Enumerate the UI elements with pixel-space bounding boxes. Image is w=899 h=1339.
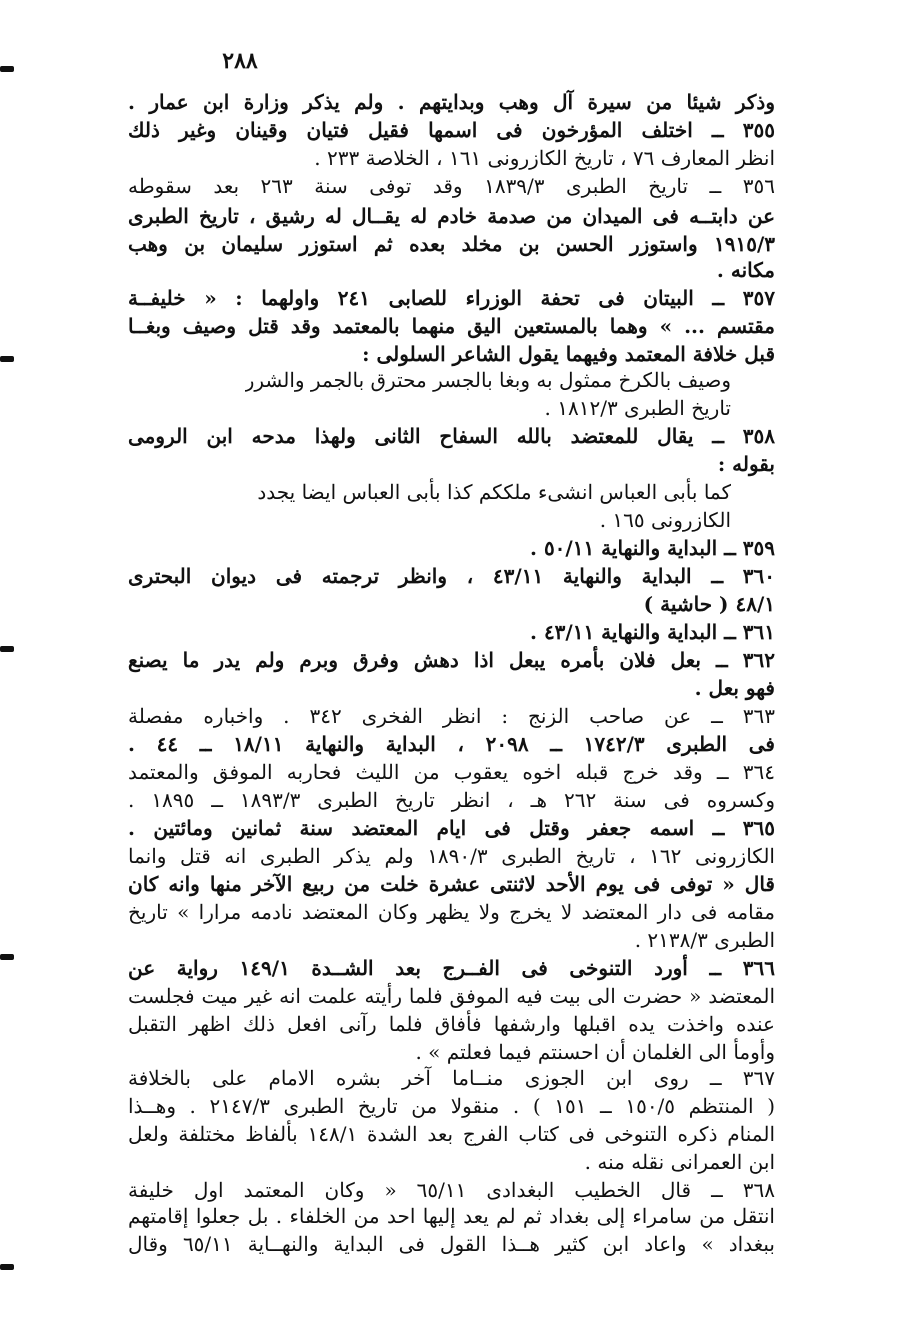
text-line: ( المنتظم ١٥٠/٥ ــ ١٥١ ) . منقولا من تاريخ الطبرى ٢١٤٧/٣ . وهــذا: [128, 1094, 775, 1118]
text-line: ٣٥٧ ــ البيتان فى تحفة الوزراء للصابى ٢٤١ واولهما : « خليفــة: [128, 286, 775, 310]
text-line: ٣٦٤ ــ وقد خرج قبله اخوه يعقوب من الليث فحاربه الموفق والمعتمد: [128, 760, 775, 784]
text-line: فهو بعل .: [694, 676, 775, 700]
verse-line: وصيف بالكرخ ممثول به وبغا بالجسر محترق بالجمر والشرر: [244, 368, 731, 392]
text-line: ٣٦٧ ــ روى ابن الجوزى منــاما آخر بشره الامام على بالخلافة: [128, 1066, 775, 1090]
text-line: عنده واخذت يده اقبلها وارشفها فأفاق فلما رآنى افعل ذلك اظهر التقبل: [128, 1012, 775, 1036]
text-line: عن دابتــه فى الميدان من صدمة خادم له يقــال له رشيق ، تاريخ الطبرى: [128, 204, 775, 228]
page-number: ٢٨٨: [222, 48, 258, 74]
text-line: وذكر شيئا من سيرة آل وهب وبدايتهم . ولم يذكر وزارة ابن عمار .: [128, 90, 775, 114]
text-line: ٣٦٨ ــ قال الخطيب البغدادى ٦٥/١١ « وكان المعتمد اول خليفة: [128, 1178, 775, 1202]
text-line: ٣٥٥ ــ اختلف المؤرخون فى اسمها فقيل فتيان وقينان وغير ذلك: [128, 118, 775, 142]
text-line: ٣٦١ ــ البداية والنهاية ٤٣/١١ .: [530, 620, 775, 644]
text-line: انتقل من سامراء إلى بغداد ثم لم يعد إليها احد من الخلفاء . بل جعلوا إقامتهم: [128, 1204, 775, 1228]
text-line: مكانه .: [716, 258, 775, 282]
text-line: وكسروه فى سنة ٢٦٢ هـ ، انظر تاريخ الطبرى ١٨٩٣/٣ ــ ١٨٩٥ .: [128, 788, 775, 812]
margin-mark: [0, 356, 14, 362]
margin-mark: [0, 66, 14, 72]
text-line: مقامه فى دار المعتضد لا يخرج ولا يظهر وكان المعتضد نادمه مرارا » تاريخ: [128, 900, 775, 924]
text-line: ٣٦٦ ــ أورد التنوخى فى الفــرج بعد الشــدة ١٤٩/١ رواية عن: [128, 956, 775, 980]
text-line: الكازرونى ١٦٢ ، تاريخ الطبرى ١٨٩٠/٣ ولم يذكر الطبرى انه قتل وانما: [128, 844, 775, 868]
text-line: ٣٥٨ ــ يقال للمعتضد بالله السفاح الثانى ولهذا مدحه ابن الرومى: [128, 424, 775, 448]
text-line: ٣٦٢ ــ بعل فلان بأمره يبعل اذا دهش وفرق وبرم ولم يدر ما يصنع: [128, 648, 775, 672]
text-line: ٤٨/١ ( حاشية ): [643, 592, 775, 616]
text-line: وأومأ الى الغلمان أن احسنتم فيما فعلتم » .: [415, 1040, 775, 1064]
verse-line: كما بأبى العباس انشىء ملككم كذا بأبى العباس ايضا يجدد: [257, 480, 731, 504]
text-line: ٣٥٩ ــ البداية والنهاية ٥٠/١١ .: [530, 536, 775, 560]
text-line: ٣٦٥ ــ اسمه جعفر وقتل فى ايام المعتضد سنة ثمانين ومائتين .: [128, 816, 775, 840]
text-line: الكازرونى ١٦٥ .: [599, 508, 731, 532]
text-line: ١٩١٥/٣ واستوزر الحسن بن مخلد بعده ثم استوزر سليمان بن وهب: [128, 232, 775, 256]
text-line: ابن العمرانى نقله منه .: [584, 1150, 775, 1174]
margin-mark: [0, 954, 14, 960]
text-line: مقتسم ... » وهما بالمستعين اليق منهما بالمعتمد وقد قتل وصيف وبغــا: [128, 314, 775, 338]
text-line: انظر المعارف ٧٦ ، تاريخ الكازرونى ١٦١ ، الخلاصة ٢٣٣ .: [314, 146, 775, 170]
text-line: ٣٦٠ ــ البداية والنهاية ٤٣/١١ ، وانظر ترجمته فى ديوان البحترى: [128, 564, 775, 588]
text-line: الطبرى ٢١٣٨/٣ .: [634, 928, 775, 952]
text-line: ببغداد » واعاد ابن كثير هــذا القول فى البداية والنهــاية ٦٥/١١ وقال: [128, 1232, 775, 1256]
text-line: المعتضد « حضرت الى بيت فيه الموفق فلما رأيته علمت انه غير ميت فجلست: [128, 984, 775, 1008]
margin-mark: [0, 646, 14, 652]
margin-mark: [0, 1264, 14, 1270]
text-line: المنام ذكره التنوخى فى كتاب الفرج بعد الشدة ١٤٨/١ بألفاظ مختلفة ولعل: [128, 1122, 775, 1146]
text-line: قال « توفى فى يوم الأحد لاثنتى عشرة خلت من ربيع الآخر منها وانه كان: [128, 872, 775, 896]
text-line: تاريخ الطبرى ١٨١٢/٣ .: [544, 396, 731, 420]
text-line: قبل خلافة المعتمد وفيهما يقول الشاعر السلولى :: [362, 342, 775, 366]
text-line: فى الطبرى ١٧٤٢/٣ ــ ٢٠٩٨ ، البداية والنهاية ١٨/١١ ــ ٤٤ .: [128, 732, 775, 756]
text-line: ٣٥٦ ــ تاريخ الطبرى ١٨٣٩/٣ وقد توفى سنة ٢٦٣ بعد سقوطه: [128, 174, 775, 198]
text-line: بقوله :: [717, 452, 775, 476]
text-line: ٣٦٣ ــ عن صاحب الزنج : انظر الفخرى ٣٤٢ . واخباره مفصلة: [128, 704, 775, 728]
